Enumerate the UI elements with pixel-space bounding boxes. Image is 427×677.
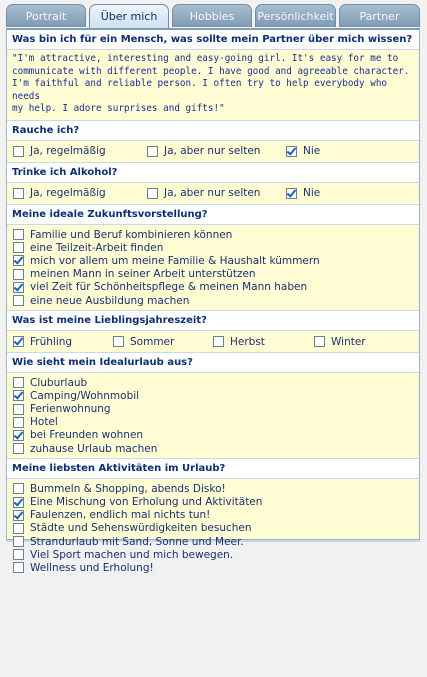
option-future-4[interactable] [13, 268, 419, 281]
option-label: zuhause Urlaub machen [30, 442, 158, 455]
section-future [7, 205, 419, 311]
checkbox[interactable] [13, 242, 24, 253]
option-row [7, 183, 419, 204]
checkbox[interactable] [286, 188, 297, 199]
section-header: Was ist meine Lieblingsjahreszeit? [7, 311, 419, 331]
option-smoke-regular[interactable] [13, 145, 147, 157]
checkbox[interactable] [286, 146, 297, 157]
section-activities [7, 459, 419, 577]
option-label: Herbst [230, 335, 265, 348]
option-label: Winter [331, 335, 366, 348]
option-list [7, 479, 419, 577]
option-future-3[interactable] [13, 254, 419, 267]
option-label: Camping/Wohnmobil [30, 389, 140, 402]
option-alcohol-rarely[interactable] [147, 187, 286, 199]
section-header: Meine ideale Zukunftsvorstellung? [7, 205, 419, 225]
option-label: bei Freunden wohnen [30, 429, 144, 442]
option-season-autumn[interactable] [213, 336, 314, 348]
checkbox[interactable] [13, 430, 24, 441]
section-alcohol [7, 163, 419, 205]
option-label: Ferienwohnung [30, 403, 111, 416]
section-header: Was bin ich für ein Mensch, was sollte mein Partner über mich wissen? [7, 30, 419, 50]
option-label: eine Teilzeit-Arbeit finden [30, 241, 164, 254]
checkbox[interactable] [13, 443, 24, 454]
option-label: Bummeln & Shopping, abends Disko! [30, 482, 226, 495]
option-label: Nie [303, 145, 321, 158]
option-activity-1[interactable] [13, 482, 419, 495]
option-activity-5[interactable] [13, 535, 419, 548]
checkbox[interactable] [13, 483, 24, 494]
tab-bar [6, 4, 420, 28]
option-vacation-1[interactable] [13, 376, 419, 389]
option-activity-4[interactable] [13, 522, 419, 535]
option-future-1[interactable] [13, 228, 419, 241]
option-vacation-2[interactable] [13, 389, 419, 402]
option-label: Sommer [130, 335, 175, 348]
option-alcohol-regular[interactable] [13, 187, 147, 199]
option-activity-3[interactable] [13, 509, 419, 522]
option-smoke-rarely[interactable] [147, 145, 286, 157]
option-label: viel Zeit für Schönheitspflege & meinen Mann haben [30, 281, 308, 294]
option-label: Faulenzen, endlich mal nichts tun! [30, 509, 211, 522]
tab-hobbies[interactable]: Hobbies [172, 4, 252, 27]
section-header: Wie sieht mein Idealurlaub aus? [7, 353, 419, 373]
checkbox[interactable] [13, 497, 24, 508]
checkbox[interactable] [13, 390, 24, 401]
option-season-spring[interactable] [13, 336, 113, 348]
option-label: Familie und Beruf kombinieren können [30, 228, 233, 241]
tab-persoenlichkeit[interactable]: Persönlichkeit [255, 4, 336, 27]
option-smoke-never[interactable] [286, 145, 320, 157]
option-vacation-6[interactable] [13, 442, 419, 455]
checkbox[interactable] [13, 562, 24, 573]
checkbox[interactable] [13, 269, 24, 280]
option-future-5[interactable] [13, 281, 419, 294]
checkbox[interactable] [13, 523, 24, 534]
checkbox[interactable] [13, 188, 24, 199]
option-label: Nie [303, 187, 321, 200]
section-header: Meine liebsten Aktivitäten im Urlaub? [7, 459, 419, 479]
option-label: eine neue Ausbildung machen [30, 294, 190, 307]
option-label: Ja, regelmäßig [30, 187, 106, 200]
tab-portrait[interactable]: Portrait [6, 4, 86, 27]
checkbox[interactable] [13, 336, 24, 347]
section-smoke [7, 121, 419, 163]
option-label: Ja, aber nur selten [164, 187, 261, 200]
checkbox[interactable] [13, 536, 24, 547]
option-label: Frühling [30, 335, 73, 348]
option-vacation-3[interactable] [13, 402, 419, 415]
option-row [7, 331, 419, 352]
option-season-summer[interactable] [113, 336, 213, 348]
option-label: Hotel [30, 416, 58, 429]
option-row [7, 141, 419, 162]
option-activity-2[interactable] [13, 495, 419, 508]
option-list [7, 225, 419, 310]
option-alcohol-never[interactable] [286, 187, 320, 199]
checkbox[interactable] [13, 377, 24, 388]
checkbox[interactable] [13, 417, 24, 428]
option-label: Städte und Sehenswürdigkeiten besuchen [30, 522, 252, 535]
option-vacation-4[interactable] [13, 416, 419, 429]
section-vacation [7, 353, 419, 459]
checkbox[interactable] [13, 295, 24, 306]
option-future-2[interactable] [13, 241, 419, 254]
option-label: Wellness und Erholung! [30, 561, 154, 574]
profile-panel [6, 28, 420, 574]
section-header: Rauche ich? [7, 121, 419, 141]
checkbox[interactable] [314, 336, 325, 347]
checkbox[interactable] [13, 404, 24, 415]
option-future-6[interactable] [13, 294, 419, 307]
tab-partner[interactable]: Partner [339, 4, 420, 27]
checkbox[interactable] [113, 336, 124, 347]
option-activity-6[interactable] [13, 548, 419, 561]
option-label: Ja, regelmäßig [30, 145, 106, 158]
option-label: mich vor allem um meine Familie & Haushalt kümmern [30, 254, 320, 267]
checkbox[interactable] [13, 549, 24, 560]
checkbox[interactable] [13, 255, 24, 266]
checkbox[interactable] [147, 188, 158, 199]
option-label: Viel Sport machen und mich bewegen. [30, 548, 234, 561]
section-season [7, 311, 419, 353]
option-vacation-5[interactable] [13, 429, 419, 442]
option-label: Eine Mischung von Erholung und Aktivitäten [30, 496, 263, 508]
checkbox[interactable] [213, 336, 224, 347]
section-header: Trinke ich Alkohol? [7, 163, 419, 183]
intro-text: "I'm attractive, interesting and easy-going girl. It's easy for me to communicate with different people. I have good and agreeable character. I'm faithful and reliable person. I often try to help everybody who needs my help. I adore surprises and gifts!" [12, 53, 410, 115]
option-list [7, 373, 419, 458]
checkbox[interactable] [13, 282, 24, 293]
checkbox[interactable] [147, 146, 158, 157]
option-activity-7[interactable] [13, 561, 419, 574]
checkbox[interactable] [13, 510, 24, 521]
option-label: Cluburlaub [30, 376, 88, 389]
section-intro [7, 30, 419, 121]
option-label: meinen Mann in seiner Arbeit unterstützen [30, 268, 256, 281]
tab-ueber-mich[interactable]: Über mich [89, 4, 169, 28]
option-label: Strandurlaub mit Sand, Sonne und Meer. [30, 535, 244, 548]
checkbox[interactable] [13, 146, 24, 157]
option-season-winter[interactable] [314, 336, 366, 348]
option-label: Ja, aber nur selten [164, 145, 261, 158]
checkbox[interactable] [13, 229, 24, 240]
